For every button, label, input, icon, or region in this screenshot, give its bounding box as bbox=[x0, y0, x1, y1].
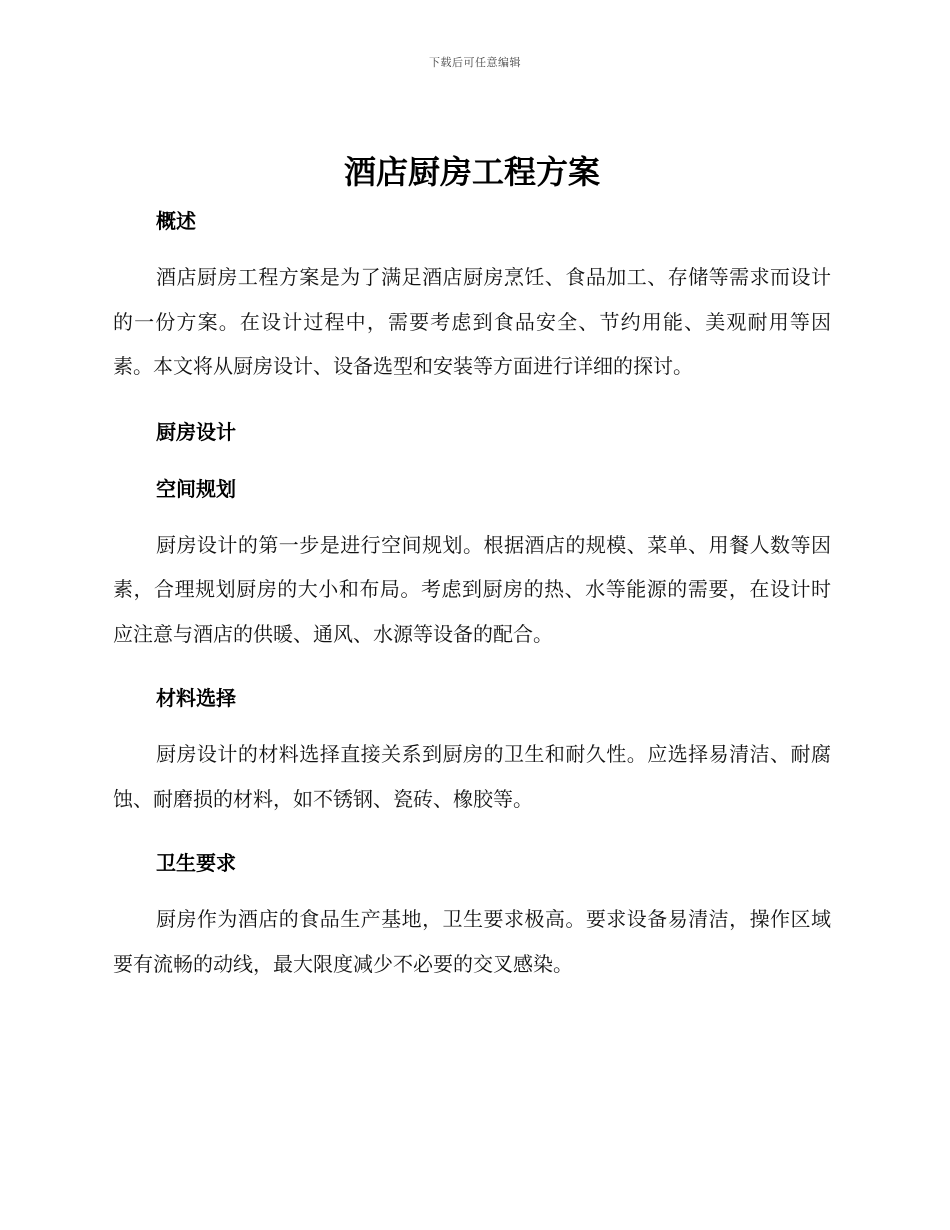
section-heading-kitchen-design: 厨房设计 bbox=[156, 419, 236, 444]
paragraph-space-planning: 厨房设计的第一步是进行空间规划。根据酒店的规模、菜单、用餐人数等因素，合理规划厨房的大小和布局。考虑到厨房的热、水等能源的需要，在设计时应注意与酒店的供暖、通风、水源等设备的配合。 bbox=[113, 532, 831, 646]
document-title: 酒店厨房工程方案 bbox=[343, 153, 600, 191]
paragraph-material-selection: 厨房设计的材料选择直接关系到厨房的卫生和耐久性。应选择易清洁、耐腐蚀、耐磨损的材料，如不锈钢、瓷砖、橡胶等。 bbox=[113, 742, 831, 811]
section-heading-material-selection: 材料选择 bbox=[156, 686, 236, 710]
section-heading-hygiene: 卫生要求 bbox=[156, 851, 236, 875]
document-body bbox=[113, 148, 831, 986]
section-heading-space-planning: 空间规划 bbox=[156, 476, 236, 501]
paragraph-overview: 酒店厨房工程方案是为了满足酒店厨房烹饪、食品加工、存储等需求而设计的一份方案。在设计过程中，需要考虑到食品安全、节约用能、美观耐用等因素。本文将从厨房设计、设备选型和安装等方面进行详细的探讨。 bbox=[113, 265, 831, 378]
page-header: 下载后可任意编辑 bbox=[429, 56, 521, 69]
section-heading-overview: 概述 bbox=[156, 209, 196, 233]
paragraph-hygiene: 厨房作为酒店的食品生产基地，卫生要求极高。要求设备易清洁，操作区域要有流畅的动线，最大限度减少不必要的交叉感染。 bbox=[113, 907, 831, 976]
